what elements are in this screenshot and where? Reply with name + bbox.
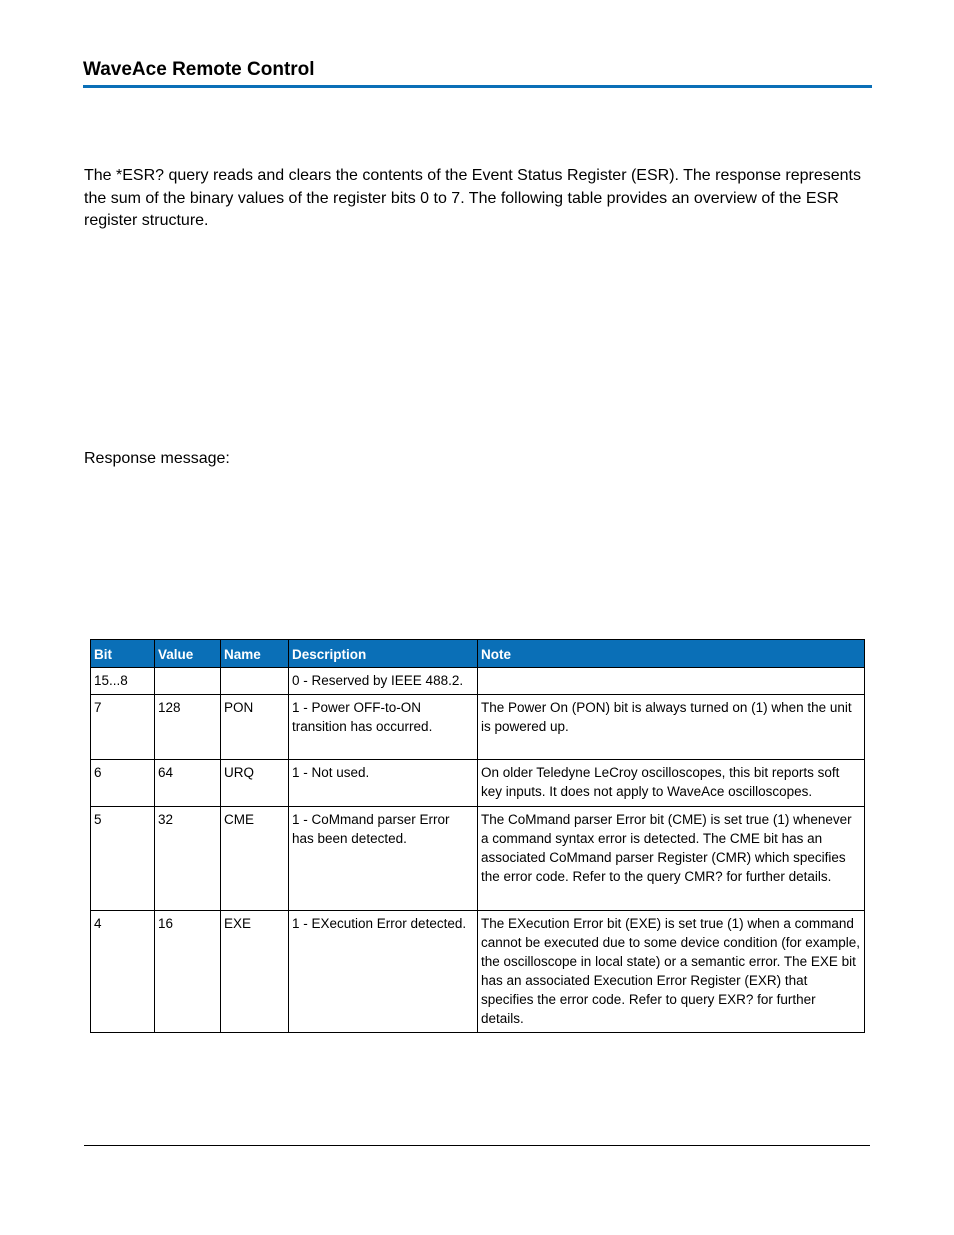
cell-bit: 6 [91, 760, 155, 807]
cell-bit: 5 [91, 807, 155, 911]
table-row [91, 911, 865, 1033]
cell-name: CME [221, 807, 289, 911]
cell-value: 32 [155, 807, 221, 911]
cell-note: The EXecution Error bit (EXE) is set true (1) when a command cannot be executed due to some device condition (for example, the oscilloscope in local state) or a semantic error. The EXE bit has an associated Execution Error Register (EXR) that specifies the error code. Refer to query EXR? for further details. [478, 911, 865, 1033]
cell-value: 64 [155, 760, 221, 807]
cell-value [155, 668, 221, 695]
cell-note: The CoMmand parser Error bit (CME) is set true (1) whenever a command syntax error is detected. The CME bit has an associated CoMmand parser Register (CMR) which specifies the error code. Refer to the query CMR? for further details. [478, 807, 865, 911]
table-row [91, 807, 865, 911]
cell-note: On older Teledyne LeCroy oscilloscopes, this bit reports soft key inputs. It does not apply to WaveAce oscilloscopes. [478, 760, 865, 807]
cell-description: 1 - CoMmand parser Error has been detected. [289, 807, 478, 911]
cell-name: EXE [221, 911, 289, 1033]
esr-register-table [90, 639, 865, 1033]
cell-bit: 7 [91, 695, 155, 760]
table-header-row [91, 640, 865, 668]
footer-divider [84, 1145, 870, 1146]
column-header-name: Name [221, 640, 289, 668]
table-row [91, 760, 865, 807]
response-message-label: Response message: [84, 450, 230, 467]
cell-description: 1 - Not used. [289, 760, 478, 807]
cell-description: 0 - Reserved by IEEE 488.2. [289, 668, 478, 695]
cell-name: URQ [221, 760, 289, 807]
column-header-note: Note [478, 640, 865, 668]
cell-bit: 4 [91, 911, 155, 1033]
cell-name: PON [221, 695, 289, 760]
cell-description: 1 - EXecution Error detected. [289, 911, 478, 1033]
cell-name [221, 668, 289, 695]
cell-bit: 15...8 [91, 668, 155, 695]
column-header-bit: Bit [91, 640, 155, 668]
cell-note: The Power On (PON) bit is always turned on (1) when the unit is powered up. [478, 695, 865, 760]
table-row [91, 668, 865, 695]
cell-description: 1 - Power OFF-to-ON transition has occurred. [289, 695, 478, 760]
cell-value: 16 [155, 911, 221, 1033]
intro-paragraph: The *ESR? query reads and clears the contents of the Event Status Register (ESR). The response represents the sum of the binary values of the register bits 0 to 7. The following table provides an overview of the ESR register structure. [84, 167, 861, 229]
column-header-value: Value [155, 640, 221, 668]
column-header-description: Description [289, 640, 478, 668]
table-row [91, 695, 865, 760]
cell-value: 128 [155, 695, 221, 760]
cell-note [478, 668, 865, 695]
page-title: WaveAce Remote Control [83, 59, 315, 80]
page-header [83, 58, 872, 88]
